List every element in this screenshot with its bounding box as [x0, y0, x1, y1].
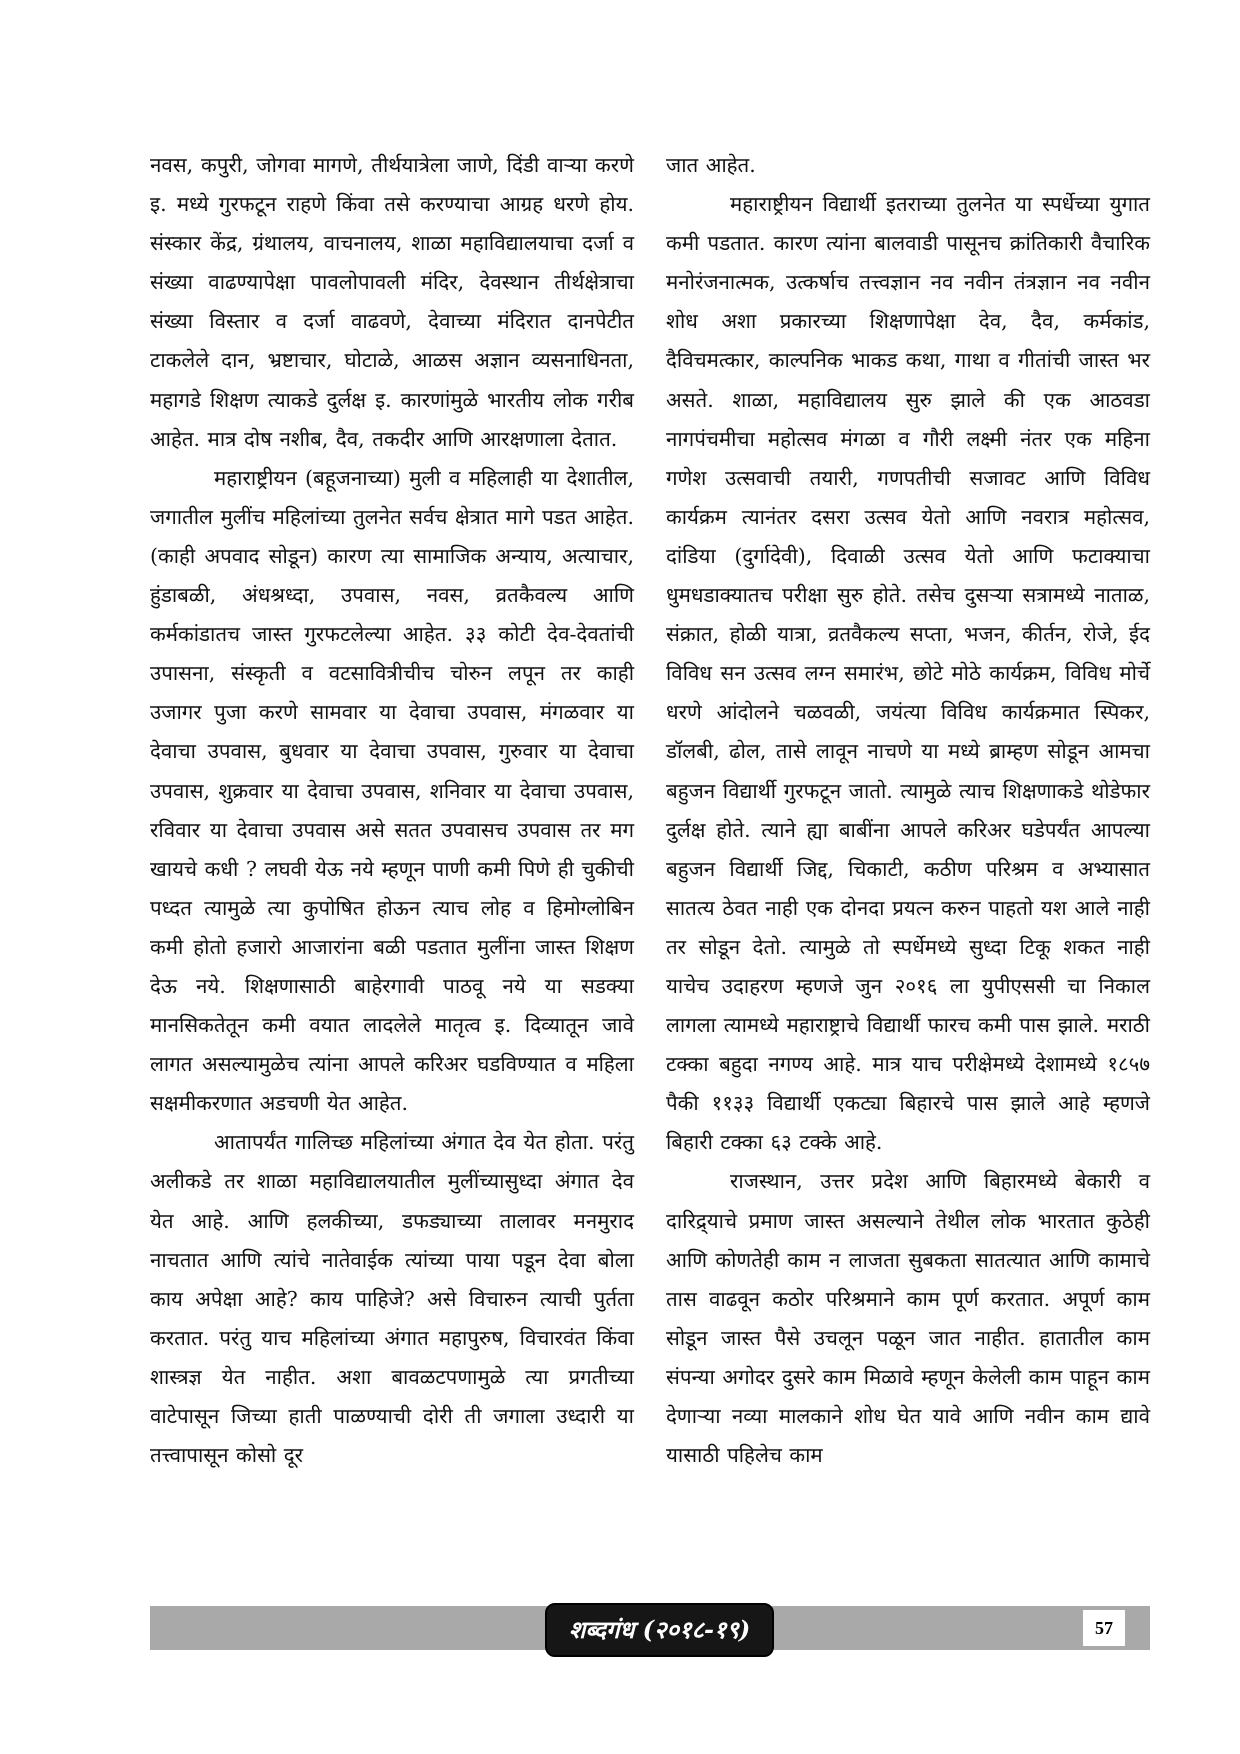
right-column: [666, 146, 1150, 1626]
article-body: [150, 146, 1150, 1626]
left-column: [150, 146, 634, 1626]
paragraph: महाराष्ट्रीयन विद्यार्थी इतराच्या तुलनेत या स्पर्धेच्या युगात कमी पडतात. कारण त्यांना बालवाडी पासूनच क्रांतिकारी वैचारिक मनोरंजनात्मक, उत्कर्षाच तत्त्वज्ञान नव नवीन तंत्रज्ञान नव नवीन शोध अशा प्रकारच्या शिक्षणापेक्षा देव, दैव, कर्मकांड, दैविचमत्कार, काल्पनिक भाकड कथा, गाथा व गीतांची जास्त भर असते. शाळा, महाविद्यालय सुरु झाले की एक आठवडा नागपंचमीचा महोत्सव मंगळा व गौरी लक्ष्मी नंतर एक महिना गणेश उत्सवाची तयारी, गणपतीची सजावट आणि विविध कार्यक्रम त्यानंतर दसरा उत्सव येतो आणि नवरात्र महोत्सव, दांडिया (दुर्गादेवी), दिवाळी उत्सव येतो आणि फटाक्याचा धुमधडाक्यातच परीक्षा सुरु होते. तसेच दुसऱ्या सत्रामध्ये नाताळ, संक्रात, होळी यात्रा, व्रतवैकल्य सप्ता, भजन, कीर्तन, रोजे, ईद विविध सन उत्सव लग्न समारंभ, छोटे मोठे कार्यक्रम, विविध मोर्चे धरणे आंदोलने चळवळी, जयंत्या विविध कार्यक्रमात स्पिकर, डॉलबी, ढोल, तासे लावून नाचणे या मध्ये ब्राम्हण सोडून आमचा बहुजन विद्यार्थी गुरफटून जातो. त्यामुळे त्याच शिक्षणाकडे थोडेफार दुर्लक्ष होते. त्याने ह्या बाबींना आपले करिअर घडेपर्यंत आपल्या बहुजन विद्यार्थी जिद्द, चिकाटी, कठीण परिश्रम व अभ्यासात सातत्य ठेवत नाही एक दोनदा प्रयत्न करुन पाहतो यश आले नाही तर सोडून देतो. त्यामुळे तो स्पर्धेमध्ये सुध्दा टिकू शकत नाही याचेच उदाहरण म्हणजे जुन २०१६ ला युपीएससी चा निकाल लागला त्यामध्ये महाराष्ट्राचे विद्यार्थी फारच कमी पास झाले. मराठी टक्का बहुदा नगण्य आहे. मात्र याच परीक्षेमध्ये देशामध्ये १८५७ पैकी ११३३ विद्यार्थी एकट्या बिहारचे पास झाले आहे म्हणजे बिहारी टक्का ६३ टक्के आहे.: [666, 192, 1150, 1155]
paragraph: नवस, कपुरी, जोगवा मागणे, तीर्थयात्रेला जाणे, दिंडी वाऱ्या करणे इ. मध्ये गुरफटून राहणे किंवा तसे करण्याचा आग्रह धरणे होय. संस्कार केंद्र, ग्रंथालय, वाचनालय, शाळा महाविद्यालयाचा दर्जा व संख्या वाढण्यापेक्षा पावलोपावली मंदिर, देवस्थान तीर्थक्षेत्राचा संख्या विस्तार व दर्जा वाढवणे, देवाच्या मंदिरात दानपेटीत टाकलेले दान, भ्रष्टाचार, घोटाळे, आळस अज्ञान व्यसनाधिनता, महागडे शिक्षण त्याकडे दुर्लक्ष इ. कारणांमुळे भारतीय लोक गरीब आहेत. मात्र दोष नशीब, दैव, तकदीर आणि आरक्षणाला देतात.: [150, 153, 634, 451]
publication-title: शब्दगंध (२०१८-१९): [545, 1603, 774, 1657]
paragraph: जात आहेत.: [666, 153, 756, 177]
paragraph: आतापर्यंत गालिच्छ महिलांच्या अंगात देव येत होता. परंतु अलीकडे तर शाळा महाविद्यालयातील मुलींच्यासुध्दा अंगात देव येत आहे. आणि हलकीच्या, डफड्याच्या तालावर मनमुराद नाचतात आणि त्यांचे नातेवाईक त्यांच्या पाया पडून देवा बोला काय अपेक्षा आहे? काय पाहिजे? असे विचारुन त्याची पुर्तता करतात. परंतु याच महिलांच्या अंगात महापुरुष, विचारवंत किंवा शास्त्रज्ञ येत नाहीत. अशा बावळटपणामुळे त्या प्रगतीच्या वाटेपासून जिच्या हाती पाळण्याची दोरी ती जगाला उध्दारी या तत्त्वापासून कोसो दूर: [150, 1130, 634, 1468]
page-number: 57: [1083, 1610, 1125, 1646]
paragraph: महाराष्ट्रीयन (बहूजनाच्या) मुली व महिलाही या देशातील, जगातील मुलींच महिलांच्या तुलनेत सर्वच क्षेत्रात मागे पडत आहेत. (काही अपवाद सोडून) कारण त्या सामाजिक अन्याय, अत्याचार, हुंडाबळी, अंधश्रध्दा, उपवास, नवस, व्रतकैवल्य आणि कर्मकांडातच जास्त गुरफटलेल्या आहेत. ३३ कोटी देव-देवतांची उपासना, संस्कृती व वटसावित्रीचीच चोरुन लपून तर काही उजागर पुजा करणे सामवार या देवाचा उपवास, मंगळवार या देवाचा उपवास, बुधवार या देवाचा उपवास, गुरुवार या देवाचा उपवास, शुक्रवार या देवाचा उपवास, शनिवार या देवाचा उपवास, रविवार या देवाचा उपवास असे सतत उपवासच उपवास तर मग खायचे कधी ? लघवी येऊ नये म्हणून पाणी कमी पिणे ही चुकीची पध्दत त्यामुळे त्या कुपोषित होऊन त्याच लोह व हिमोग्लोबिन कमी होतो हजारो आजारांना बळी पडतात मुलींना जास्त शिक्षण देऊ नये. शिक्षणासाठी बाहेरगावी पाठवू नये या सडक्या मानसिकतेतून कमी वयात लादलेले मातृत्व इ. दिव्यातून जावे लागत असल्यामुळेच त्यांना आपले करिअर घडविण्यात व महिला सक्षमीकरणात अडचणी येत आहेत.: [150, 465, 634, 1116]
paragraph: राजस्थान, उत्तर प्रदेश आणि बिहारमध्ये बेकारी व दारिद्र्याचे प्रमाण जास्त असल्याने तेथील लोक भारतात कुठेही आणि कोणतेही काम न लाजता सुबकता सातत्यात आणि कामाचे तास वाढवून कठोर परिश्रमाने काम पूर्ण करतात. अपूर्ण काम सोडून जास्त पैसे उचलून पळून जात नाहीत. हातातील काम संपन्या अगोदर दुसरे काम मिळावे म्हणून केलेली काम पाहून काम देणाऱ्या नव्या मालकाने शोध घेत यावे आणि नवीन काम द्यावे यासाठी पहिलेच काम: [666, 1169, 1150, 1468]
